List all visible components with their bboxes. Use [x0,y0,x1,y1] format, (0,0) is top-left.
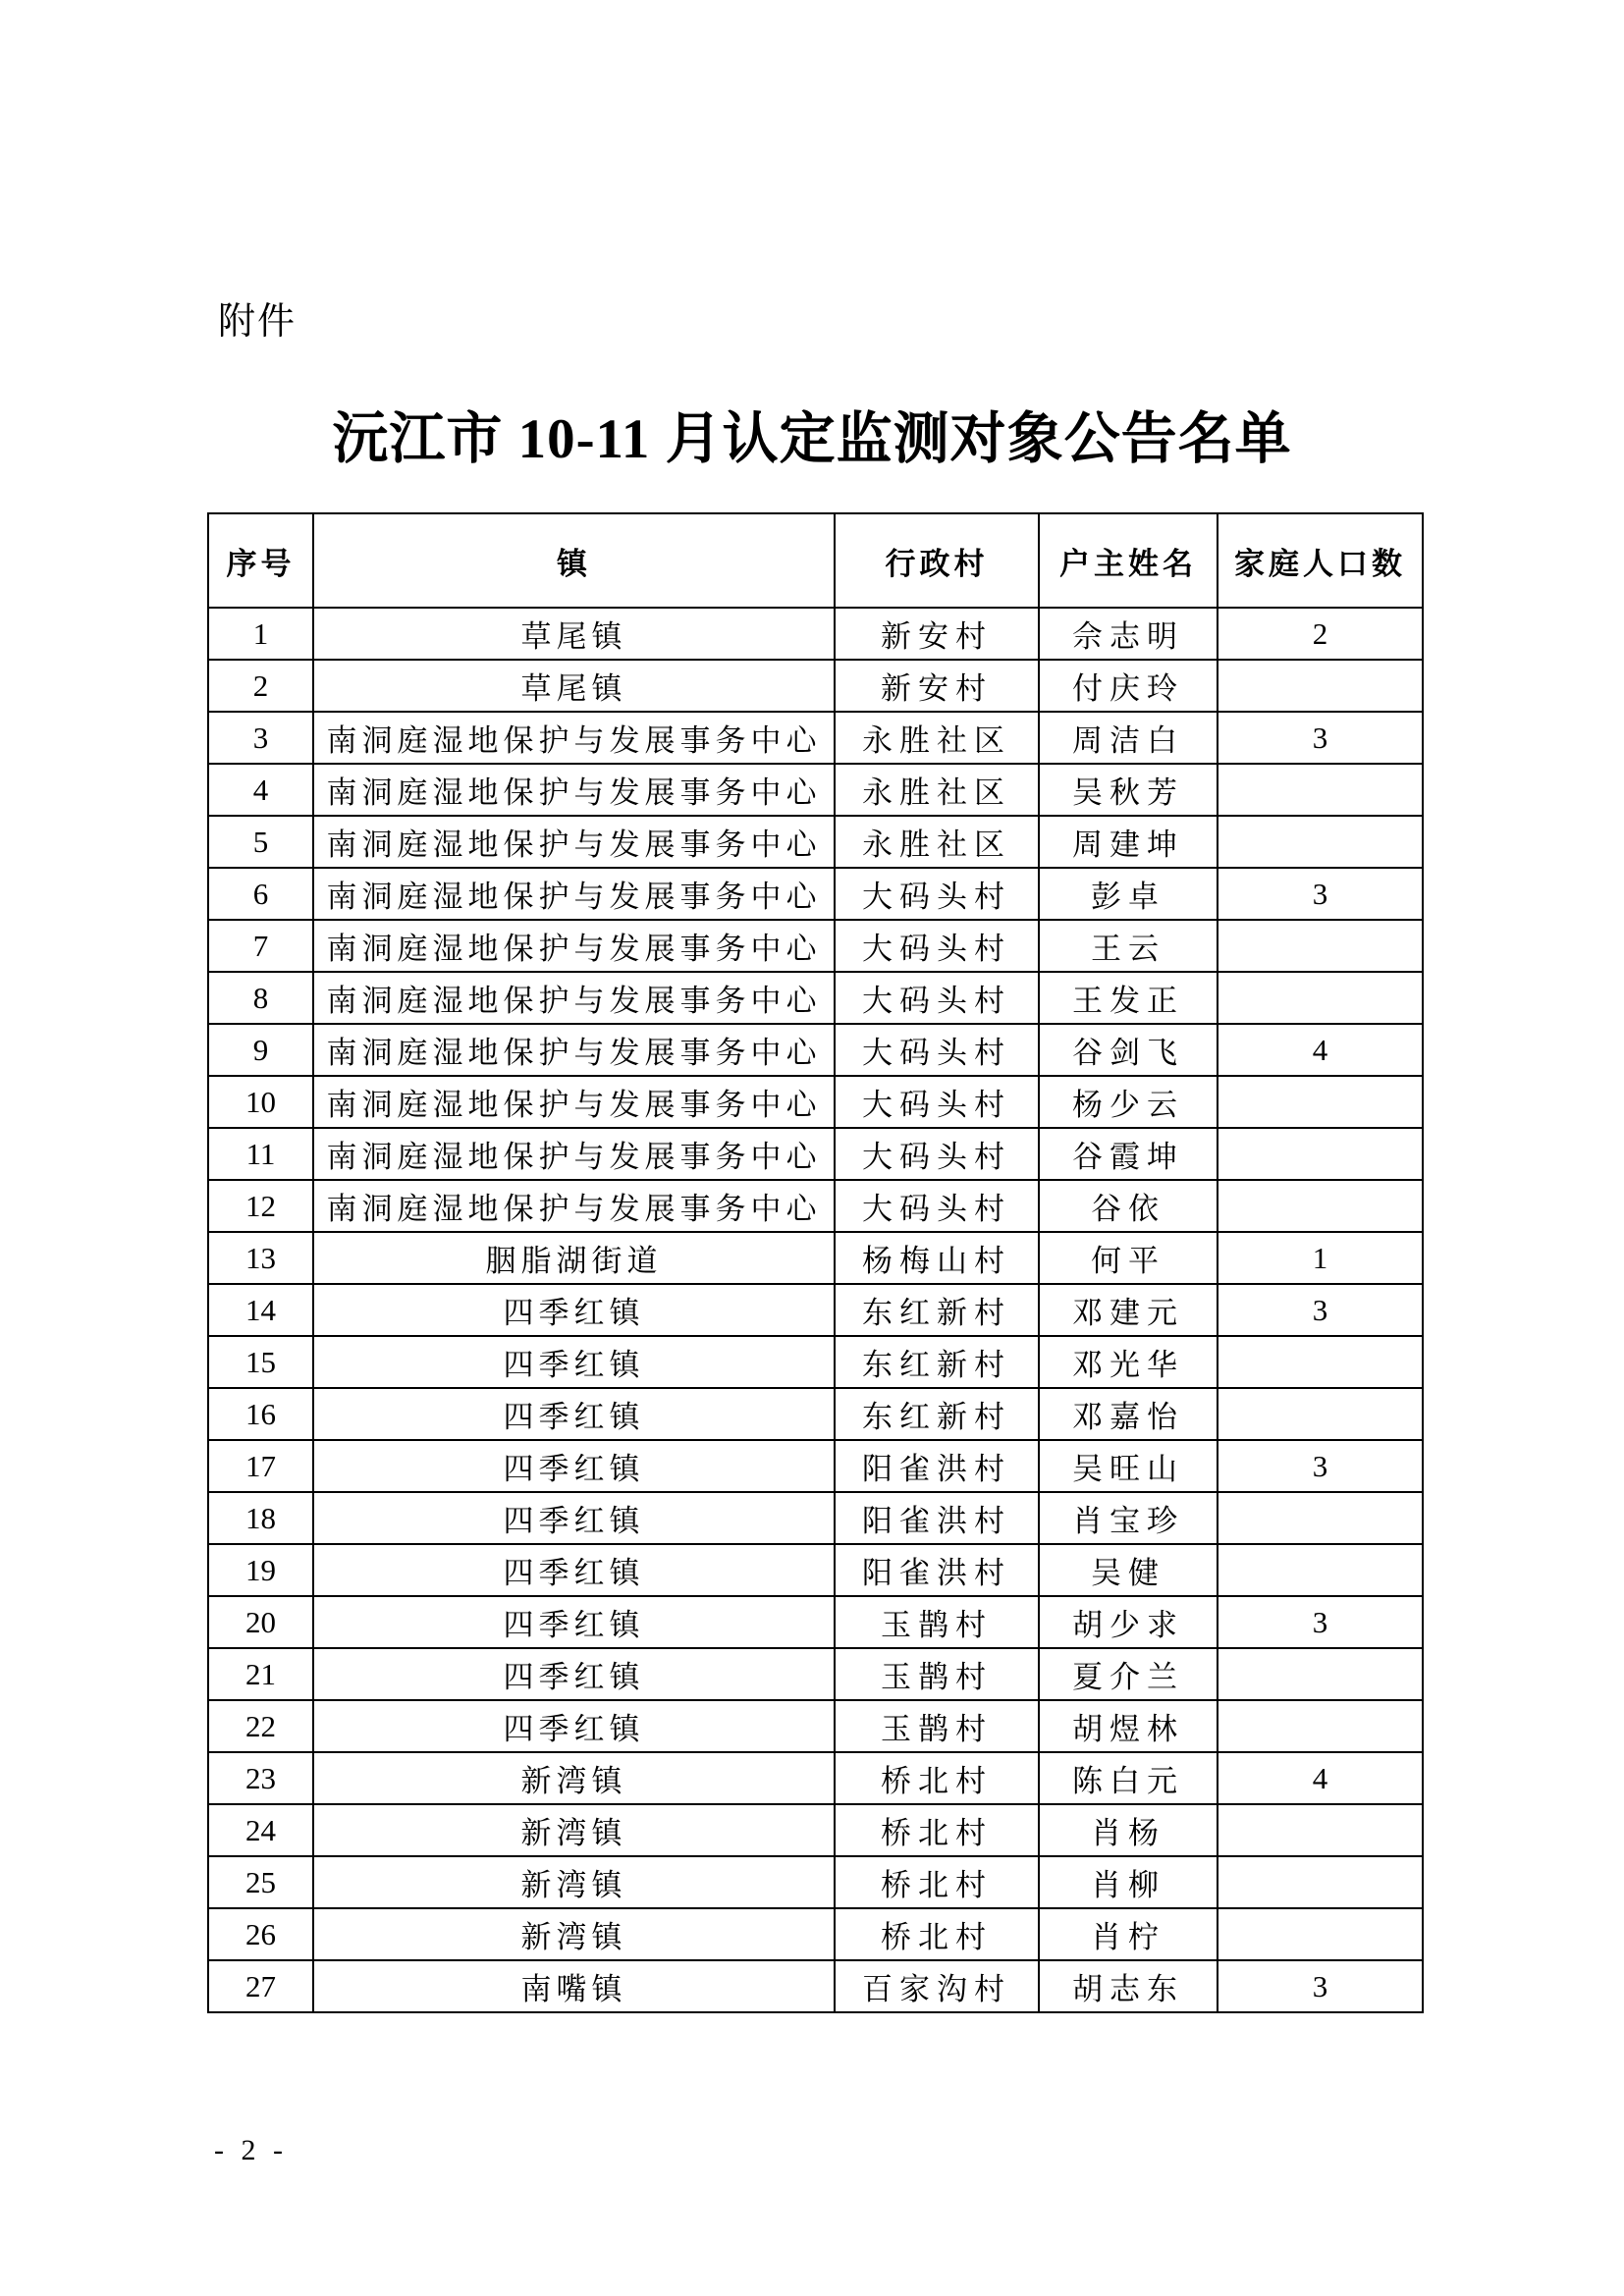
serial-number-cell: 22 [208,1700,313,1752]
family-size-cell [1218,1128,1423,1180]
householder-name-cell: 邓嘉怡 [1039,1388,1218,1440]
table-row [208,1284,1423,1336]
householder-name-cell: 胡少求 [1039,1596,1218,1648]
village-cell: 东红新村 [835,1284,1039,1336]
header-serial-number: 序号 [208,513,313,608]
householder-name-cell: 肖柠 [1039,1908,1218,1960]
householder-name-cell: 周建坤 [1039,816,1218,868]
town-cell: 四季红镇 [313,1648,835,1700]
serial-number-cell: 25 [208,1856,313,1908]
town-cell: 新湾镇 [313,1856,835,1908]
table-row [208,1908,1423,1960]
family-size-cell: 3 [1218,868,1423,920]
householder-name-cell: 王云 [1039,920,1218,972]
serial-number-cell: 20 [208,1596,313,1648]
town-cell: 南洞庭湿地保护与发展事务中心 [313,972,835,1024]
family-size-cell: 3 [1218,1596,1423,1648]
village-cell: 新安村 [835,660,1039,712]
family-size-cell [1218,1700,1423,1752]
village-cell: 大码头村 [835,1024,1039,1076]
serial-number-cell: 16 [208,1388,313,1440]
village-cell: 大码头村 [835,1128,1039,1180]
village-cell: 东红新村 [835,1336,1039,1388]
town-cell: 四季红镇 [313,1388,835,1440]
town-cell: 新湾镇 [313,1908,835,1960]
serial-number-cell: 1 [208,608,313,660]
family-size-cell [1218,1908,1423,1960]
table-header-row [208,513,1423,608]
table-row [208,764,1423,816]
village-cell: 桥北村 [835,1804,1039,1856]
town-cell: 南洞庭湿地保护与发展事务中心 [313,816,835,868]
village-cell: 桥北村 [835,1908,1039,1960]
serial-number-cell: 12 [208,1180,313,1232]
table-row [208,660,1423,712]
header-town: 镇 [313,513,835,608]
householder-name-cell: 彭卓 [1039,868,1218,920]
town-cell: 四季红镇 [313,1284,835,1336]
village-cell: 玉鹊村 [835,1596,1039,1648]
serial-number-cell: 24 [208,1804,313,1856]
householder-name-cell: 杨少云 [1039,1076,1218,1128]
village-cell: 阳雀洪村 [835,1492,1039,1544]
serial-number-cell: 19 [208,1544,313,1596]
serial-number-cell: 10 [208,1076,313,1128]
town-cell: 南洞庭湿地保护与发展事务中心 [313,868,835,920]
householder-name-cell: 吴秋芳 [1039,764,1218,816]
householder-name-cell: 周洁白 [1039,712,1218,764]
table-row [208,1232,1423,1284]
serial-number-cell: 13 [208,1232,313,1284]
header-family-size: 家庭人口数 [1218,513,1423,608]
village-cell: 桥北村 [835,1752,1039,1804]
serial-number-cell: 4 [208,764,313,816]
table-row [208,1076,1423,1128]
table-row [208,1648,1423,1700]
village-cell: 大码头村 [835,972,1039,1024]
family-size-cell [1218,764,1423,816]
table-row [208,1024,1423,1076]
family-size-cell [1218,972,1423,1024]
family-size-cell: 1 [1218,1232,1423,1284]
family-size-cell: 2 [1218,608,1423,660]
table-row [208,1700,1423,1752]
table-row [208,816,1423,868]
table-row [208,972,1423,1024]
table-row [208,920,1423,972]
householder-name-cell: 胡煜林 [1039,1700,1218,1752]
family-size-cell: 3 [1218,1440,1423,1492]
table-row [208,1492,1423,1544]
village-cell: 新安村 [835,608,1039,660]
table-row [208,1544,1423,1596]
family-size-cell [1218,920,1423,972]
town-cell: 草尾镇 [313,660,835,712]
family-size-cell [1218,660,1423,712]
table-row [208,1440,1423,1492]
table-row [208,868,1423,920]
householder-name-cell: 陈白元 [1039,1752,1218,1804]
town-cell: 南洞庭湿地保护与发展事务中心 [313,1024,835,1076]
householder-name-cell: 王发正 [1039,972,1218,1024]
serial-number-cell: 11 [208,1128,313,1180]
town-cell: 新湾镇 [313,1804,835,1856]
householder-name-cell: 付庆玲 [1039,660,1218,712]
monitoring-roster-table [207,512,1424,2013]
village-cell: 杨梅山村 [835,1232,1039,1284]
table-row [208,608,1423,660]
serial-number-cell: 14 [208,1284,313,1336]
serial-number-cell: 21 [208,1648,313,1700]
householder-name-cell: 夏介兰 [1039,1648,1218,1700]
header-administrative-village: 行政村 [835,513,1039,608]
table-row [208,1960,1423,2012]
village-cell: 大码头村 [835,868,1039,920]
village-cell: 玉鹊村 [835,1648,1039,1700]
attachment-label: 附件 [218,301,298,343]
town-cell: 四季红镇 [313,1492,835,1544]
town-cell: 南洞庭湿地保护与发展事务中心 [313,1128,835,1180]
page-number: - 2 - [214,2134,288,2166]
town-cell: 四季红镇 [313,1336,835,1388]
village-cell: 大码头村 [835,1076,1039,1128]
village-cell: 东红新村 [835,1388,1039,1440]
table-row [208,1596,1423,1648]
town-cell: 新湾镇 [313,1752,835,1804]
householder-name-cell: 胡志东 [1039,1960,1218,2012]
family-size-cell [1218,1336,1423,1388]
serial-number-cell: 18 [208,1492,313,1544]
family-size-cell: 4 [1218,1024,1423,1076]
householder-name-cell: 肖杨 [1039,1804,1218,1856]
village-cell: 玉鹊村 [835,1700,1039,1752]
village-cell: 桥北村 [835,1856,1039,1908]
householder-name-cell: 邓建元 [1039,1284,1218,1336]
family-size-cell [1218,1388,1423,1440]
village-cell: 大码头村 [835,920,1039,972]
town-cell: 南洞庭湿地保护与发展事务中心 [313,712,835,764]
serial-number-cell: 27 [208,1960,313,2012]
family-size-cell [1218,1544,1423,1596]
table-row [208,1804,1423,1856]
town-cell: 四季红镇 [313,1596,835,1648]
town-cell: 四季红镇 [313,1544,835,1596]
village-cell: 大码头村 [835,1180,1039,1232]
serial-number-cell: 6 [208,868,313,920]
serial-number-cell: 5 [208,816,313,868]
table-row [208,1856,1423,1908]
householder-name-cell: 邓光华 [1039,1336,1218,1388]
village-cell: 阳雀洪村 [835,1440,1039,1492]
village-cell: 永胜社区 [835,712,1039,764]
serial-number-cell: 15 [208,1336,313,1388]
serial-number-cell: 17 [208,1440,313,1492]
serial-number-cell: 23 [208,1752,313,1804]
householder-name-cell: 吴健 [1039,1544,1218,1596]
family-size-cell [1218,1856,1423,1908]
town-cell: 胭脂湖街道 [313,1232,835,1284]
serial-number-cell: 8 [208,972,313,1024]
serial-number-cell: 7 [208,920,313,972]
town-cell: 草尾镇 [313,608,835,660]
table-row [208,1388,1423,1440]
table-row [208,1752,1423,1804]
serial-number-cell: 9 [208,1024,313,1076]
village-cell: 永胜社区 [835,764,1039,816]
family-size-cell [1218,816,1423,868]
village-cell: 百家沟村 [835,1960,1039,2012]
serial-number-cell: 26 [208,1908,313,1960]
table-row [208,712,1423,764]
family-size-cell: 3 [1218,712,1423,764]
householder-name-cell: 谷霞坤 [1039,1128,1218,1180]
serial-number-cell: 2 [208,660,313,712]
town-cell: 南洞庭湿地保护与发展事务中心 [313,1076,835,1128]
family-size-cell: 4 [1218,1752,1423,1804]
village-cell: 永胜社区 [835,816,1039,868]
householder-name-cell: 肖柳 [1039,1856,1218,1908]
family-size-cell [1218,1076,1423,1128]
family-size-cell [1218,1648,1423,1700]
town-cell: 四季红镇 [313,1700,835,1752]
town-cell: 四季红镇 [313,1440,835,1492]
table-row [208,1128,1423,1180]
serial-number-cell: 3 [208,712,313,764]
householder-name-cell: 肖宝珍 [1039,1492,1218,1544]
town-cell: 南嘴镇 [313,1960,835,2012]
town-cell: 南洞庭湿地保护与发展事务中心 [313,1180,835,1232]
page-title: 沅江市 10-11 月认定监测对象公告名单 [332,408,1292,470]
family-size-cell: 3 [1218,1284,1423,1336]
family-size-cell [1218,1180,1423,1232]
family-size-cell [1218,1804,1423,1856]
family-size-cell: 3 [1218,1960,1423,2012]
householder-name-cell: 谷依 [1039,1180,1218,1232]
header-householder-name: 户主姓名 [1039,513,1218,608]
village-cell: 阳雀洪村 [835,1544,1039,1596]
town-cell: 南洞庭湿地保护与发展事务中心 [313,764,835,816]
town-cell: 南洞庭湿地保护与发展事务中心 [313,920,835,972]
householder-name-cell: 佘志明 [1039,608,1218,660]
householder-name-cell: 吴旺山 [1039,1440,1218,1492]
table-row [208,1336,1423,1388]
family-size-cell [1218,1492,1423,1544]
householder-name-cell: 何平 [1039,1232,1218,1284]
table-row [208,1180,1423,1232]
householder-name-cell: 谷剑飞 [1039,1024,1218,1076]
